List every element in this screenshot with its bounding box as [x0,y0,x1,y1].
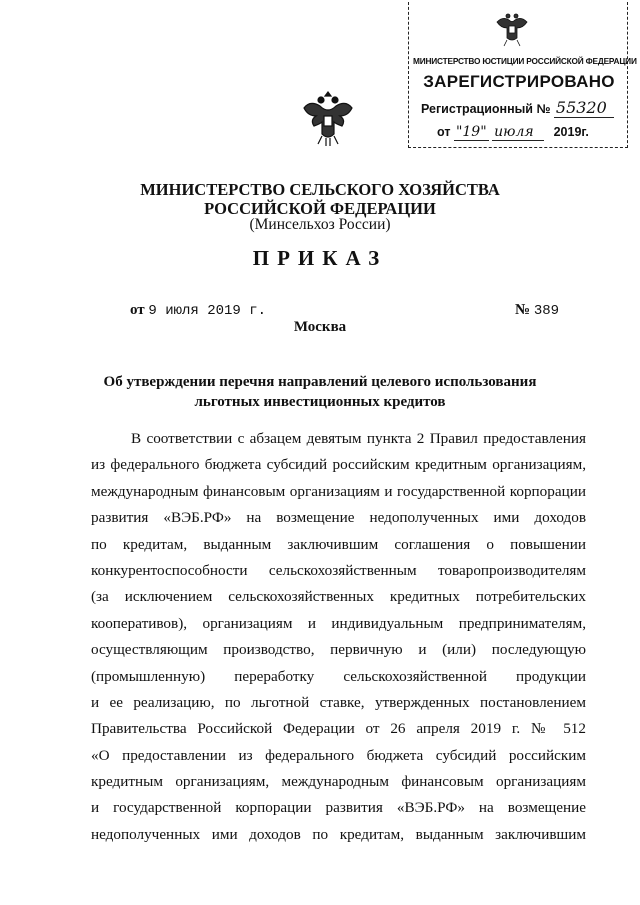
body-line: из федерального бюджета субсидий российским кредитным организациям, [91,456,586,474]
body-line: кредитным организациям, международным финансовым организациям [91,773,586,791]
ministry-name-line2: РОССИЙСКОЙ ФЕДЕРАЦИИ [204,199,436,218]
ministry-short-name: (Минсельхоз России) [249,216,391,233]
stamp-date-line [437,124,589,141]
body-line: и государственной корпорации развития «ВЭБ.РФ» на возмещение [91,799,586,817]
body-line: конкурентоспособности сельскохозяйственным товаропроизводителям [91,561,586,579]
document-type: ПРИКАЗ [252,246,388,270]
body-line: Правительства Российской Федерации от 26 апреля 2019 г. № 512 [91,720,586,738]
stamp-date-year-prefix: 20 [553,125,568,139]
stamp-status: ЗАРЕГИСТРИРОВАНО [423,72,615,91]
body-line: по кредитам, выданным заключившим соглашения о повышении [91,535,586,553]
stamp-date-month: июля [492,124,544,141]
number-label: № [515,302,531,318]
stamp-registration-line [421,98,614,118]
body-line: и ее реализацию, по льготной ставке, утвержденных постановлением [91,693,586,711]
body-line: кооперативов), организациям и индивидуальным предпринимателям, [91,614,586,632]
date-value: 9 июля 2019 г. [148,303,267,319]
number-value: 389 [533,303,560,319]
document-date [130,302,266,319]
document-body [91,426,586,848]
body-line: В соответствии с абзацем девятым пункта 2 Правил предоставления [131,430,586,447]
stamp-coat-of-arms-icon [495,8,529,48]
document-number [515,302,559,319]
ministry-name-line1: МИНИСТЕРСТВО СЕЛЬСКОГО ХОЗЯЙСТВА [140,180,500,199]
stamp-date-year-suffix: 19г. [567,125,589,139]
document-city: Москва [293,319,347,335]
body-line: «О предоставлении из федерального бюджета субсидий российским [91,746,586,764]
coat-of-arms-icon [300,86,356,150]
body-line: международным финансовым организациям и государственной корпорации [91,482,586,500]
stamp-date-prefix: от [437,125,451,139]
title-line1: Об утверждении перечня направлений целевого использования [103,374,537,390]
registration-stamp [408,2,637,148]
document-title [0,372,640,412]
title-line2: льготных инвестиционных кредитов [194,394,446,410]
stamp-ministry: МИНИСТЕРСТВО ЮСТИЦИИ РОССИЙСКОЙ ФЕДЕРАЦИИ [413,56,637,66]
body-line: (за исключением сельскохозяйственных кредитных потребительских [91,588,586,606]
body-line: осуществляющим производство, первичную и (или) последующую [91,641,586,659]
date-label: от [130,302,145,318]
body-line: развития «ВЭБ.РФ» на возмещение недополученных ими доходов [91,509,586,527]
stamp-date-day: "19" [455,124,487,140]
stamp-reg-number: 55320 [554,98,614,118]
stamp-reg-label: Регистрационный № [421,102,551,116]
body-line: недополученных ими доходов по кредитам, выданным заключившим [91,825,586,843]
body-line: (промышленную) переработку сельскохозяйственной продукции [91,667,586,685]
